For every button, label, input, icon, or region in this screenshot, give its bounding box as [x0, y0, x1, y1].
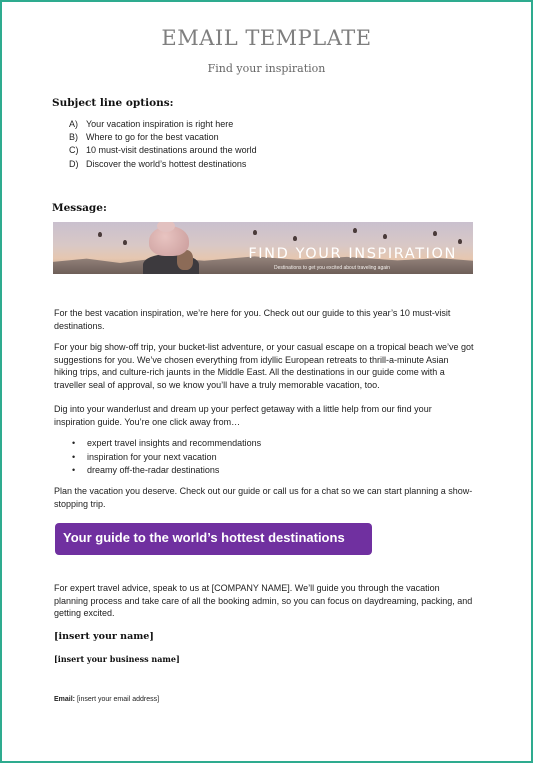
- signature-name: [insert your name]: [54, 631, 154, 642]
- subject-option: [69, 144, 257, 157]
- subject-option: [69, 131, 257, 144]
- message-paragraph-4: Plan the vacation you deserve. Check out our guide or call us for a chat so we can start planning a show-stopping trip.: [54, 486, 473, 509]
- message-paragraph-3: Dig into your wanderlust and dream up your perfect getaway with a little help from our find your inspiration guide. You’re one click away from…: [54, 404, 432, 427]
- option-text: 10 must-visit destinations around the world: [86, 145, 257, 156]
- balloon-icon: [353, 228, 357, 233]
- balloon-icon: [98, 232, 102, 237]
- list-item-text: dreamy off-the-radar destinations: [87, 465, 220, 476]
- bullet-icon: •: [72, 451, 76, 462]
- subject-option: [69, 118, 257, 131]
- list-item: [72, 451, 261, 465]
- signature-business: [insert your business name]: [54, 654, 180, 664]
- email-value: [insert your email address]: [76, 696, 160, 703]
- bullet-icon: •: [72, 465, 76, 476]
- option-text: Your vacation inspiration is right here: [86, 119, 234, 129]
- option-letter: A): [69, 119, 78, 129]
- page-title: EMAIL TEMPLATE: [161, 26, 372, 50]
- bullet-icon: •: [72, 438, 76, 448]
- subject-option: [69, 158, 257, 171]
- list-item: [72, 464, 261, 478]
- balloon-icon: [383, 234, 387, 239]
- subject-heading: Subject line options:: [52, 97, 174, 109]
- guide-cta-button[interactable]: Your guide to the world’s hottest destinations: [55, 523, 372, 555]
- signature-email: [54, 696, 159, 703]
- balloon-icon: [293, 236, 297, 241]
- balloon-icon: [253, 230, 257, 235]
- option-text: Discover the world’s hottest destinations: [86, 158, 247, 169]
- inspiration-banner-image: [53, 222, 473, 274]
- option-letter: D): [69, 158, 79, 169]
- benefits-list: [72, 437, 261, 478]
- message-paragraph-5: For expert travel advice, speak to us at [COMPANY NAME]. We’ll guide you through the vacation planning process and take care of all the booking admin, so you can focus on daydreaming, packing, and getting excited.: [54, 583, 473, 619]
- list-item-text: expert travel insights and recommendations: [87, 438, 262, 448]
- banner-subtitle: Destinations to get you excited about traveling again: [274, 265, 390, 271]
- banner-title: FIND YOUR INSPIRATION: [248, 246, 457, 262]
- traveller-figure: [143, 226, 201, 274]
- email-label: Email:: [54, 696, 76, 703]
- list-item: [72, 437, 261, 451]
- message-paragraph-2: For your big show-off trip, your bucket-list adventure, or your casual escape on a tropical beach we’ve got suggestions for you. We’ve chosen everything from idyllic European retreats to thrill-a-minute Asian hiking trips, and culture-rich jaunts in the Middle East. All the destinations in our guide come with a traveller seal of approval, so we know you’ll have a truly memorable vacation, too.: [54, 342, 474, 390]
- balloon-icon: [458, 239, 462, 244]
- balloon-icon: [123, 240, 127, 245]
- option-letter: C): [69, 145, 79, 156]
- message-paragraph-1: For the best vacation inspiration, we’re here for you. Check out our guide to this year’s 10 must-visit destinations.: [54, 308, 451, 331]
- list-item-text: inspiration for your next vacation: [87, 451, 217, 462]
- balloon-icon: [433, 231, 437, 236]
- message-heading: Message:: [52, 202, 107, 214]
- subject-options-list: [69, 118, 257, 171]
- page-subtitle: Find your inspiration: [207, 62, 326, 75]
- option-letter: B): [69, 132, 78, 143]
- option-text: Where to go for the best vacation: [86, 132, 219, 143]
